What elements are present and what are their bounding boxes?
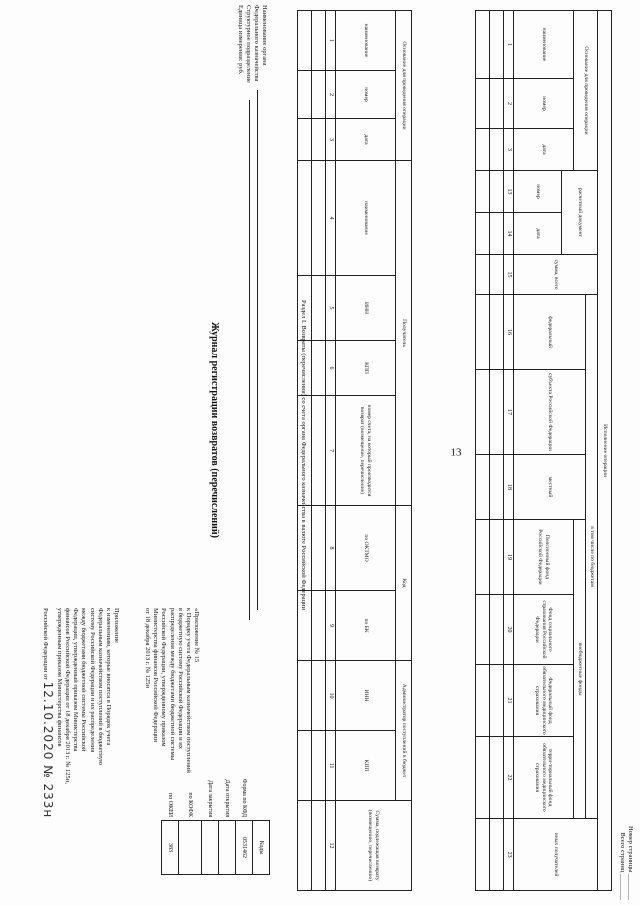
appendix15-line: Министерства финансов Российской Федерации — [152, 608, 160, 743]
col-num: 6 — [326, 341, 336, 396]
codes-header: Коды — [253, 821, 270, 875]
header-basis-date: дата — [336, 119, 396, 161]
kofk-value — [179, 821, 202, 875]
header-rec-name: наименование — [336, 161, 396, 276]
header-oktmo: по ОКТМО — [336, 506, 396, 591]
appendix15-line: в бюджетную систему Российской Федерации и их — [176, 608, 184, 749]
journal-title: Журнал регистрации возвратов (перечислений) — [209, 321, 220, 539]
header2-doc-number: номер — [514, 171, 562, 213]
header2-subject: субъекта Российской Федерации — [514, 370, 586, 455]
col-num: 21 — [504, 665, 514, 737]
header2-local: местный — [514, 455, 586, 520]
appendix-line: финансов Российской Федерации от 18 декабря 2013 г. № 125н, — [64, 608, 72, 784]
header2-number: номер — [514, 79, 574, 129]
header-code: Код — [396, 506, 412, 661]
appendix-line: Приложение — [113, 608, 120, 643]
header-recipient: Получатель — [396, 161, 412, 506]
table-row — [490, 11, 504, 891]
section1-title: Раздел I. Возвраты (перечисления) со счета органа Федерального казначейства в валюте Российской Федерации — [300, 299, 307, 611]
header2-doc-date: дата — [514, 213, 562, 255]
col-num: 7 — [326, 396, 336, 506]
col-num: 13 — [504, 171, 514, 213]
col-num: 1 — [504, 11, 514, 79]
header2-name: наименование — [514, 11, 574, 79]
appendix-line: к изменениям, которые вносятся в Порядок учета — [104, 608, 112, 746]
form-code: 0531462 — [236, 821, 253, 875]
okei-label: по ОКЕИ — [167, 793, 174, 818]
okei-code: 383 — [162, 821, 179, 875]
footer-block — [618, 800, 634, 900]
appendix-line: между бюджетами бюджетной системы Российской — [80, 608, 88, 752]
open-date-label: Дата открытия — [224, 779, 231, 818]
header2-social: Фонд социального страхования Российской Федерации — [514, 595, 574, 665]
page-number-label: Номер страницы ________ — [627, 825, 634, 900]
header2-date: дата — [514, 129, 574, 171]
header-admin-inn: ИНН — [336, 661, 396, 731]
table-row — [312, 11, 326, 891]
org-name-line — [257, 90, 258, 610]
header2-offbudget: внебюджетные фонды — [574, 520, 586, 819]
header-basis: Основание для проведения операции — [396, 11, 412, 161]
header-basis-number: номер — [336, 71, 396, 119]
col-num: 9 — [326, 591, 336, 661]
header2-other: иных получателей — [514, 819, 598, 891]
appendix-line: Федерации, утвержденный приказом Министерства — [72, 608, 80, 752]
col-num: 2 — [504, 79, 514, 129]
header-rec-kpp: КПП — [336, 341, 396, 396]
org-line: Наименование органа — [261, 5, 268, 66]
header-admin-kpp: КПП — [336, 731, 396, 801]
col-num: 5 — [326, 276, 336, 341]
col-num: 19 — [504, 520, 514, 595]
appendix15-line: Российской Федерации, утвержденному приказом — [160, 608, 168, 747]
header2-basis: Основание для проведения операции — [574, 11, 598, 171]
col-num: 4 — [326, 161, 336, 276]
header-bk: по БК — [336, 591, 396, 661]
col-num: 3 — [504, 129, 514, 171]
org-block — [236, 5, 269, 145]
appendix15-line: к Порядку учета Федеральным казначейством поступлений — [184, 608, 192, 773]
col-num: 18 — [504, 455, 514, 520]
header2-pension: Пенсионный фонд Российской Федерации — [514, 520, 574, 595]
col-num: 10 — [326, 661, 336, 731]
appendix-block — [40, 608, 120, 858]
col-num: 1 — [326, 11, 336, 71]
org-line: Федерального казначейства — [252, 5, 260, 82]
table-row — [476, 11, 490, 891]
col-num: 23 — [504, 819, 514, 891]
open-date-value — [219, 821, 236, 875]
section2-title: Исполнение операции — [598, 11, 612, 891]
handwritten-date-number: 12.10.2020 № 233н — [41, 681, 55, 819]
form-label: Форма по КФД — [241, 778, 248, 818]
col-num: 20 — [504, 595, 514, 665]
col-num: 2 — [326, 71, 336, 119]
col-num: 12 — [326, 801, 336, 891]
close-date-label: Дата закрытия — [207, 780, 214, 818]
page-number: 13 — [450, 446, 462, 459]
header-rec-account: номер счета, на который производится возврат (возмещение, перечисление) — [336, 396, 396, 506]
header-admin: Администратор поступлений в бюджет — [396, 661, 412, 801]
appendix-line: Российской Федерации от 12.10.2020 № 233н — [41, 608, 55, 819]
appendix-line: систему Российской Федерации и их распределения — [88, 608, 96, 753]
total-pages-label: Всего страниц ________ — [618, 832, 626, 900]
col-num: 3 — [326, 119, 336, 161]
org-line: Структурное подразделение — [244, 5, 252, 83]
header2-ffoms: Федеральный фонд обязательного медицинского страхования — [514, 665, 574, 737]
header-rec-inn: ИНН — [336, 276, 396, 341]
col-num: 17 — [504, 370, 514, 455]
appendix15-line: распределения между бюджетами бюджетной системы — [168, 608, 176, 761]
section1-table — [297, 10, 412, 891]
codes-table — [161, 755, 270, 875]
appendix15-line: «Приложение № 15 — [193, 608, 200, 663]
header-basis-name: наименование — [336, 11, 396, 71]
col-num: 22 — [504, 737, 514, 819]
col-num: 8 — [326, 506, 336, 591]
close-date-value — [202, 821, 219, 875]
col-num: 16 — [504, 295, 514, 370]
section2-table — [475, 10, 612, 891]
appendix-line: утвержденным приказом Министерства финансов — [56, 608, 64, 747]
appendix15-line: от 18 декабря 2013 г. № 125н — [144, 608, 152, 688]
kofk-label: по КОФК — [187, 792, 194, 818]
header2-federal: федеральный — [514, 295, 586, 370]
table-row — [298, 11, 312, 891]
org-line: Единица измерения: руб. — [236, 5, 244, 75]
header2-doc: расчетный документ — [562, 171, 598, 255]
header2-tfoms: терри-ториальный фонд обязательного медицинского страхования — [514, 737, 574, 819]
col-num: 15 — [504, 255, 514, 295]
header2-total: сумма, всего — [514, 255, 598, 295]
codes-spacer — [253, 755, 270, 821]
header2-incl: в том числе по бюджетам — [586, 295, 598, 819]
col-num: 11 — [326, 731, 336, 801]
subdivision-line — [249, 100, 250, 620]
col-num: 14 — [504, 213, 514, 255]
header-sum: Сумма, подлежащая возврату (возмещению, перечислению) — [336, 801, 412, 891]
appendix-line: Федеральным казначейством поступлений в бюджетную — [96, 608, 104, 765]
